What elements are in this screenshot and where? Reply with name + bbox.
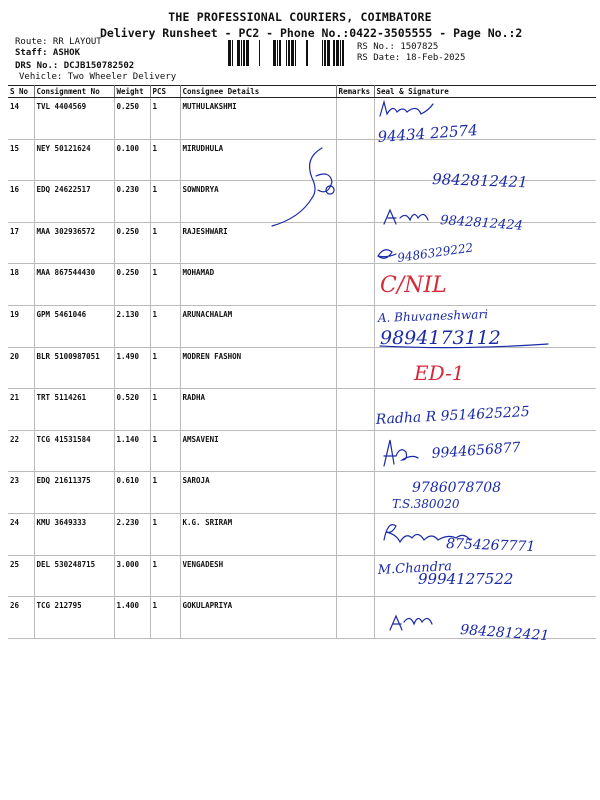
seal-signature-cell — [374, 472, 596, 514]
vehicle-label: Vehicle: Two Wheeler Delivery — [19, 72, 177, 82]
row-sno: 20 — [8, 347, 34, 389]
table-row — [8, 555, 596, 597]
consignment-no: NEY 50121624 — [34, 139, 114, 181]
barcode-bar — [232, 40, 233, 66]
weight: 0.250 — [114, 222, 150, 264]
remarks-cell — [336, 597, 374, 639]
barcode-bar — [333, 40, 335, 66]
barcode-bar — [243, 40, 245, 66]
consignment-no: EDQ 21611375 — [34, 472, 114, 514]
hand-14: 94434 22574 — [377, 121, 479, 146]
barcode-bar — [340, 40, 341, 66]
consignment-no: TCG 41531584 — [34, 430, 114, 472]
hand-19b: 9894173112 — [380, 327, 501, 349]
remarks-cell — [336, 139, 374, 181]
barcode-bar — [273, 40, 276, 66]
table-row — [8, 98, 596, 140]
barcode-bar — [288, 40, 290, 66]
pcs: 1 — [150, 98, 180, 140]
weight: 0.250 — [114, 264, 150, 306]
seal-signature-cell — [374, 181, 596, 223]
consignee-name: RAJESHWARI — [180, 222, 336, 264]
seal-signature-cell — [374, 98, 596, 140]
hand-23a: 9786078708 — [412, 480, 502, 496]
consignment-no: KMU 3649333 — [34, 513, 114, 555]
barcode-bar — [336, 40, 339, 66]
consignee-name: SOWNDRYA — [180, 181, 336, 223]
consignment-no: MAA 867544430 — [34, 264, 114, 306]
row-sno: 23 — [8, 472, 34, 514]
remarks-cell — [336, 264, 374, 306]
row-sno: 24 — [8, 513, 34, 555]
table-row — [8, 597, 596, 639]
hand-19a: A. Bhuvaneshwari — [377, 307, 489, 325]
barcode-bar — [324, 40, 326, 66]
consignee-name: K.G. SRIRAM — [180, 513, 336, 555]
staff-label: Staff: ASHOK — [15, 48, 81, 58]
consignment-no: BLR 5100987051 — [34, 347, 114, 389]
remarks-cell — [336, 389, 374, 431]
col-header-weight: Weight — [114, 86, 150, 98]
barcode-bar — [228, 40, 231, 66]
table-header-row — [8, 86, 596, 98]
seal-signature-cell — [374, 305, 596, 347]
weight: 2.230 — [114, 513, 150, 555]
remarks-cell — [336, 555, 374, 597]
company-title: THE PROFESSIONAL COURIERS, COIMBATORE — [168, 10, 432, 24]
remarks-cell — [336, 181, 374, 223]
pcs: 1 — [150, 305, 180, 347]
barcode-bar — [259, 40, 260, 66]
consignee-name: RADHA — [180, 389, 336, 431]
table-row — [8, 389, 596, 431]
weight: 0.250 — [114, 98, 150, 140]
consignee-name: ARUNACHALAM — [180, 305, 336, 347]
route-label: Route: RR LAYOUT — [15, 37, 102, 47]
barcode-bar — [279, 40, 281, 66]
hand-25a: M.Chandra — [377, 559, 453, 578]
barcode-bar — [237, 40, 240, 66]
hand-21: Radha R 9514625225 — [375, 403, 531, 428]
barcode-bar — [295, 40, 296, 66]
consignee-name: AMSAVENI — [180, 430, 336, 472]
col-header-remarks: Remarks — [336, 86, 374, 98]
consignment-no: EDQ 24622517 — [34, 181, 114, 223]
pcs: 1 — [150, 472, 180, 514]
runsheet-subtitle: Delivery Runsheet - PC2 - Phone No.:0422-3505555 - Page No.:2 — [100, 26, 523, 40]
consignment-no: GPM 5461046 — [34, 305, 114, 347]
row-sno: 21 — [8, 389, 34, 431]
table-row — [8, 222, 596, 264]
hand-25b: 9994127522 — [418, 570, 514, 588]
hand-17: 9842812424 — [439, 213, 524, 234]
pcs: 1 — [150, 139, 180, 181]
table-row — [8, 264, 596, 306]
weight: 0.610 — [114, 472, 150, 514]
hand-20: ED-1 — [414, 361, 465, 385]
remarks-cell — [336, 430, 374, 472]
consignee-name: VENGADESH — [180, 555, 336, 597]
table-row — [8, 513, 596, 555]
pcs: 1 — [150, 347, 180, 389]
table-row — [8, 430, 596, 472]
col-header-consignee: Consignee Details — [180, 86, 336, 98]
table-row — [8, 305, 596, 347]
seal-signature-cell — [374, 222, 596, 264]
remarks-cell — [336, 513, 374, 555]
seal-signature-cell — [374, 264, 596, 306]
remarks-cell — [336, 472, 374, 514]
seal-signature-cell — [374, 139, 596, 181]
barcode-bar — [322, 40, 323, 66]
consignee-name: MODREN FASHON — [180, 347, 336, 389]
row-sno: 15 — [8, 139, 34, 181]
pcs: 1 — [150, 389, 180, 431]
weight: 1.400 — [114, 597, 150, 639]
consignee-name: MIRUDHULA — [180, 139, 336, 181]
consignment-no: TCG 212795 — [34, 597, 114, 639]
col-header-sno: S No — [8, 86, 34, 98]
seal-signature-cell — [374, 555, 596, 597]
weight: 1.140 — [114, 430, 150, 472]
row-sno: 17 — [8, 222, 34, 264]
pcs: 1 — [150, 264, 180, 306]
seal-signature-cell — [374, 389, 596, 431]
barcode-bar — [246, 40, 249, 66]
consignment-no: TRT 5114261 — [34, 389, 114, 431]
weight: 3.000 — [114, 555, 150, 597]
consignment-no: MAA 302936572 — [34, 222, 114, 264]
consignee-name: MOHAMAD — [180, 264, 336, 306]
table-row — [8, 472, 596, 514]
remarks-cell — [336, 98, 374, 140]
runsheet-table — [8, 85, 596, 639]
row-sno: 22 — [8, 430, 34, 472]
barcode-bar — [277, 40, 278, 66]
seal-signature-cell — [374, 430, 596, 472]
table-row — [8, 181, 596, 223]
rs-date: RS Date: 18-Feb-2025 — [357, 53, 466, 63]
row-sno: 18 — [8, 264, 34, 306]
barcode-bar — [286, 40, 287, 66]
table-row — [8, 347, 596, 389]
barcode-bar — [306, 40, 308, 66]
barcode-bar — [241, 40, 242, 66]
barcode-bar — [327, 40, 330, 66]
col-header-consignment: Consignment No — [34, 86, 114, 98]
col-header-pcs: PCS — [150, 86, 180, 98]
weight: 1.490 — [114, 347, 150, 389]
weight: 0.100 — [114, 139, 150, 181]
weight: 0.520 — [114, 389, 150, 431]
hand-24: 8754267771 — [445, 536, 536, 556]
barcode-bar — [291, 40, 294, 66]
pcs: 1 — [150, 222, 180, 264]
remarks-cell — [336, 222, 374, 264]
row-sno: 14 — [8, 98, 34, 140]
remarks-cell — [336, 305, 374, 347]
hand-22: 9944656877 — [431, 439, 522, 462]
remarks-cell — [336, 347, 374, 389]
pcs: 1 — [150, 430, 180, 472]
consignee-name: MUTHULAKSHMI — [180, 98, 336, 140]
hand-15: 9842812421 — [431, 170, 528, 192]
row-sno: 16 — [8, 181, 34, 223]
pcs: 1 — [150, 555, 180, 597]
pcs: 1 — [150, 597, 180, 639]
drs-number: DRS No.: DCJB150782502 — [15, 61, 135, 71]
seal-signature-cell — [374, 513, 596, 555]
weight: 2.130 — [114, 305, 150, 347]
hand-26: 9842812421 — [459, 622, 550, 645]
hand-18: C/NIL — [380, 273, 447, 298]
weight: 0.230 — [114, 181, 150, 223]
consignee-name: GOKULAPRIYA — [180, 597, 336, 639]
row-sno: 19 — [8, 305, 34, 347]
row-sno: 25 — [8, 555, 34, 597]
hand-17b: 9486329222 — [396, 240, 475, 265]
pcs: 1 — [150, 181, 180, 223]
hand-23b: T.S.380020 — [392, 497, 460, 511]
row-sno: 26 — [8, 597, 34, 639]
col-header-seal: Seal & Signature — [374, 86, 596, 98]
rs-number: RS No.: 1507825 — [357, 42, 439, 52]
pcs: 1 — [150, 513, 180, 555]
table-row — [8, 139, 596, 181]
seal-signature-cell — [374, 597, 596, 639]
barcode — [228, 40, 346, 66]
barcode-bar — [342, 40, 344, 66]
consignee-name: SAROJA — [180, 472, 336, 514]
consignment-no: DEL 530248715 — [34, 555, 114, 597]
consignment-no: TVL 4404569 — [34, 98, 114, 140]
seal-signature-cell — [374, 347, 596, 389]
